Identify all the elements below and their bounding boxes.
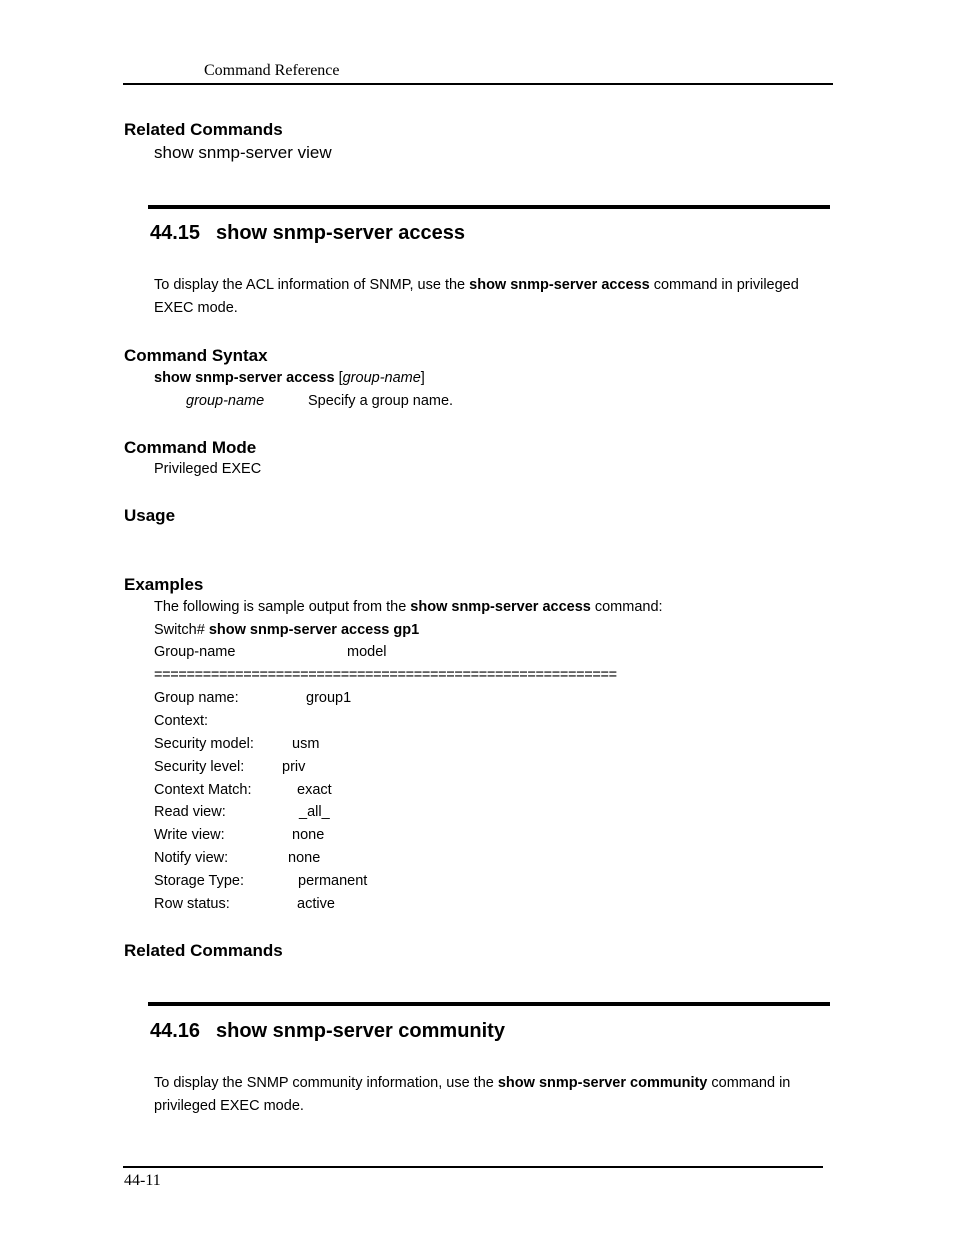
examples-heading: Examples xyxy=(124,575,204,594)
syntax-line xyxy=(154,370,425,386)
command-mode-value: Privileged EXEC xyxy=(154,461,262,477)
intro-text-end: command in privileged xyxy=(649,277,799,293)
syntax-bracket-open: [ xyxy=(334,370,343,386)
output-col-header-1: Group-name xyxy=(154,644,236,660)
section-name: show snmp-server access xyxy=(216,222,466,244)
syntax-parameter: group-name xyxy=(342,370,421,386)
syntax-bracket-close: ] xyxy=(420,370,425,386)
examples-intro-text: The following is sample output from the xyxy=(154,599,411,615)
syntax-command: show snmp-server access xyxy=(154,370,335,386)
output-row: Row status: active xyxy=(154,896,335,912)
output-separator: ========================================================= xyxy=(154,667,617,683)
output-row: Context: xyxy=(154,713,208,729)
output-row: Storage Type: permanent xyxy=(154,873,368,889)
section-title xyxy=(150,1020,505,1043)
param-description: Specify a group name. xyxy=(308,393,454,409)
output-row: Security model: usm xyxy=(154,736,320,752)
output-row: Security level: priv xyxy=(154,759,306,775)
related-command-item: show snmp-server view xyxy=(154,143,332,162)
intro-text: To display the ACL information of SNMP, use the xyxy=(154,277,470,293)
intro-command: show snmp-server access xyxy=(469,277,650,293)
intro-text-line2: privileged EXEC mode. xyxy=(154,1098,304,1114)
running-header: Command Reference xyxy=(204,62,340,79)
output-row: Group name: group1 xyxy=(154,690,352,706)
section-name: show snmp-server community xyxy=(216,1020,505,1042)
examples-intro-text-end: command: xyxy=(590,599,663,615)
prompt-command: show snmp-server access gp1 xyxy=(208,622,420,638)
section-rule xyxy=(148,205,830,209)
examples-intro xyxy=(154,599,663,615)
section-title xyxy=(150,222,465,245)
intro-text-end: command in xyxy=(707,1075,791,1091)
section-rule xyxy=(148,1002,830,1006)
footer-rule xyxy=(123,1166,823,1168)
header-rule xyxy=(123,83,833,85)
param-name: group-name xyxy=(186,393,265,409)
section-number: 44.16 xyxy=(150,1020,201,1042)
intro-command: show snmp-server community xyxy=(497,1075,708,1091)
prompt-text: Switch# xyxy=(154,622,209,638)
example-prompt xyxy=(154,622,419,638)
output-row: Read view: _all_ xyxy=(154,804,330,820)
section-intro xyxy=(154,274,824,320)
output-row: Context Match: exact xyxy=(154,782,332,798)
examples-intro-command: show snmp-server access xyxy=(410,599,591,615)
section-intro xyxy=(154,1072,824,1118)
command-syntax-heading: Command Syntax xyxy=(124,346,268,365)
related-commands-heading: Related Commands xyxy=(124,941,283,960)
output-row: Write view: none xyxy=(154,827,325,843)
usage-heading: Usage xyxy=(124,506,176,525)
output-row: Notify view: none xyxy=(154,850,321,866)
command-mode-heading: Command Mode xyxy=(124,438,257,457)
intro-text: To display the SNMP community information, use the xyxy=(154,1075,498,1091)
related-commands-heading: Related Commands xyxy=(124,120,283,139)
section-number: 44.15 xyxy=(150,222,201,244)
output-col-header-2: model xyxy=(347,644,387,660)
page-number: 44-11 xyxy=(124,1172,161,1189)
intro-text-line2: EXEC mode. xyxy=(154,300,238,316)
